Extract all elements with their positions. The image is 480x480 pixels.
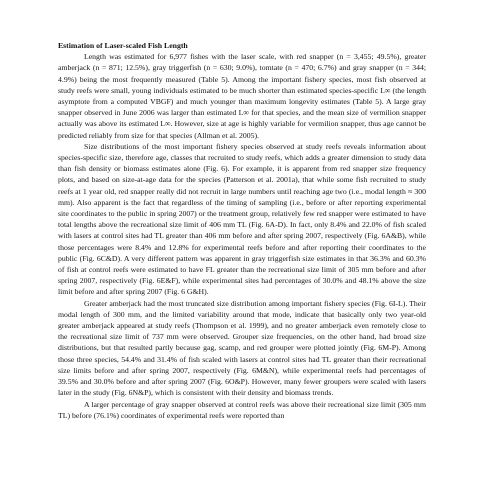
text-column bbox=[58, 40, 426, 421]
paragraph-gray-snapper: A larger percentage of gray snapper observed at control reefs was above their recreational size limit (305 mm TL) before (76.1%) coordinates of experimental reefs were reported than bbox=[58, 399, 426, 420]
section-heading: Estimation of Laser-scaled Fish Length bbox=[58, 41, 188, 50]
paragraph-length-estimation: Length was estimated for 6,977 fishes with the laser scale, with red snapper (n = 3,455; 49.5%), greater amberjack (n = 871; 12.5%), gray triggerfish (n = 630; 9.0%), tomtate (n = 470; 6.7%) and gray snapper (n = 344; 4.9%) being the most frequently measured (Table 5). Among the important fishery species, most fish observed at study reefs were small, young individuals estimated to be much shorter than estimated species-specific L∞ (the length asymptote from a computed VBGF) and much younger than maximum longevity estimates (Table 5). A large gray snapper observed in June 2006 was larger than estimated L∞ for that species, and the mean size of vermilion snapper actually was above its estimated L∞. However, size at age is highly variable for vermilion snapper, thus age cannot be predicted reliably from size for that species (Allman et al. 2005). bbox=[58, 52, 426, 140]
paragraph-greater-amberjack: Greater amberjack had the most truncated size distribution among important fishery species (Fig. 6I-L). Their modal length of 300 mm, and the limited variability around that mode, indicate that basically only two year-old greater amberjack appeared at study reefs (Thompson et al. 1999), and no greater amberjack even remotely close to the recreational size limit of 737 mm were observed. Grouper size frequencies, on the other hand, had broad size distributions, but that resulted partly because gag, scamp, and red grouper were plotted jointly (Fig. 6M-P). Among those three species, 54.4% and 31.4% of fish scaled with lasers at control sites had TL greater than their recreational size limits before and after spring 2007, respectively (Fig. 6M&N), while experimental reefs had percentages of 39.5% and 30.0% before and after spring 2007 (Fig. 6O&P). However, many fewer groupers were scaled with lasers later in the study (Fig. 6N&P), which is consistent with their density and biomass trends. bbox=[58, 298, 426, 398]
paragraph-size-distributions: Size distributions of the most important fishery species observed at study reefs reveals information about species-specific size, therefore age, classes that recruited to study reefs, which adds a greater dimension to study data than fish density or biomass estimates alone (Fig. 6). For example, it is apparent from red snapper size frequency plots, and based on size-at-age data for the species (Patterson et al. 2001a), that while some fish recruited to study reefs at 1 year old, red snapper really did not recruit in large numbers until reaching age two (i.e., modal length ≈ 300 mm). Also apparent is the fact that regardless of the timing of sampling (i.e., before or after reporting experimental site coordinates to the public in spring 2007) or the treatment group, relatively few red snapper were estimated to have total lengths above the recreational size limit of 406 mm TL (Fig. 6A-D). In fact, only 8.4% and 22.0% of fish scaled with lasers at control sites had TL greater than 406 mm before and after spring 2007, respectively (Fig. 6A&B), while those percentages were 8.4% and 12.8% for experimental reefs before and after reporting their coordinates to the public (Fig. 6C&D). A very different pattern was apparent in gray triggerfish size estimates in that 36.3% and 60.3% of fish at control reefs were estimated to have FL greater than the recreational size limit of 305 mm before and after spring 2007, respectively (Fig. 6E&F), while experimental sites had percentages of 30.0% and 48.1% above the size limit before and after spring 2007 (Fig. 6 G&H). bbox=[58, 141, 426, 297]
